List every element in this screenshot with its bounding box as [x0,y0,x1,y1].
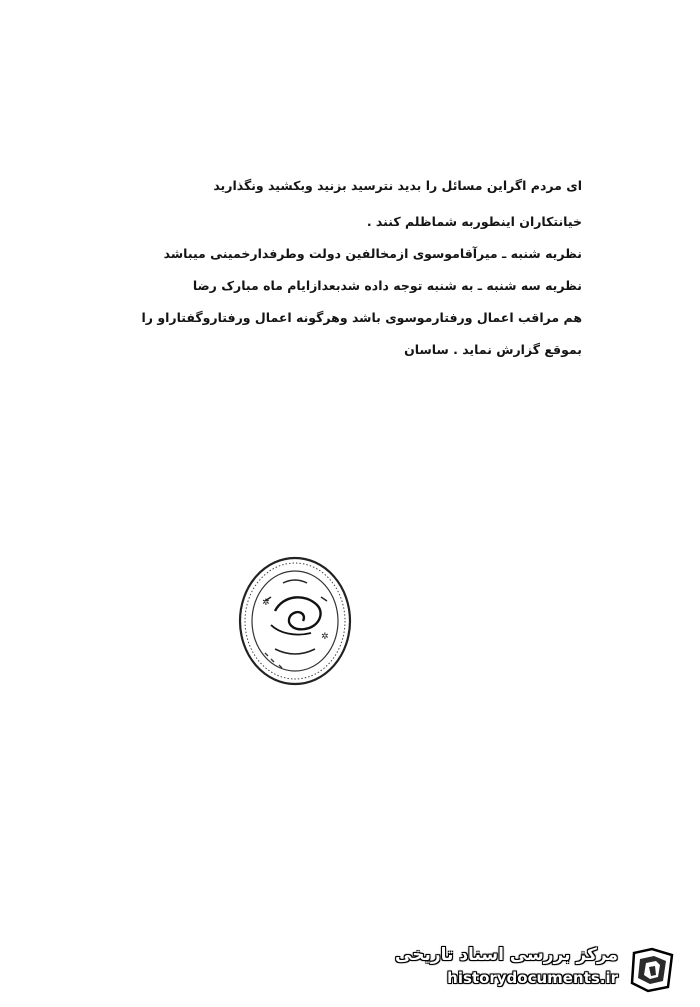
archive-logo-icon [628,945,678,993]
text-line: ای مردم اگراین مسائل را بدید نترسید بزنید وبکشید ونگذارید [213,178,582,193]
text-line: نظریه سه شنبه ـ به شنبه توجه داده شدبعدازایام ماه مبارک رضا [192,278,582,293]
archive-watermark [395,941,686,997]
svg-text:✲: ✲ [321,632,329,642]
text-line: هم مراقب اعمال ورفتارموسوی باشد وهرگونه اعمال ورفتاروگفتاراو را [141,310,582,325]
text-line: بموقع گزارش نماید . ساسان [404,342,582,357]
official-seal-icon [235,553,355,689]
watermark-url: historydocuments.ir [447,969,618,987]
document-body [100,170,582,366]
watermark-title: مرکز بررسی اسناد تاریخی [395,945,618,965]
svg-text:✲: ✲ [262,598,270,608]
text-line: نظریه شنبه ـ میرآقاموسوی ازمخالفین دولت وطرفدارخمینی میباشد [163,246,582,261]
text-line: خیانتکاران اینطوربه شماظلم کنند . [366,214,582,229]
